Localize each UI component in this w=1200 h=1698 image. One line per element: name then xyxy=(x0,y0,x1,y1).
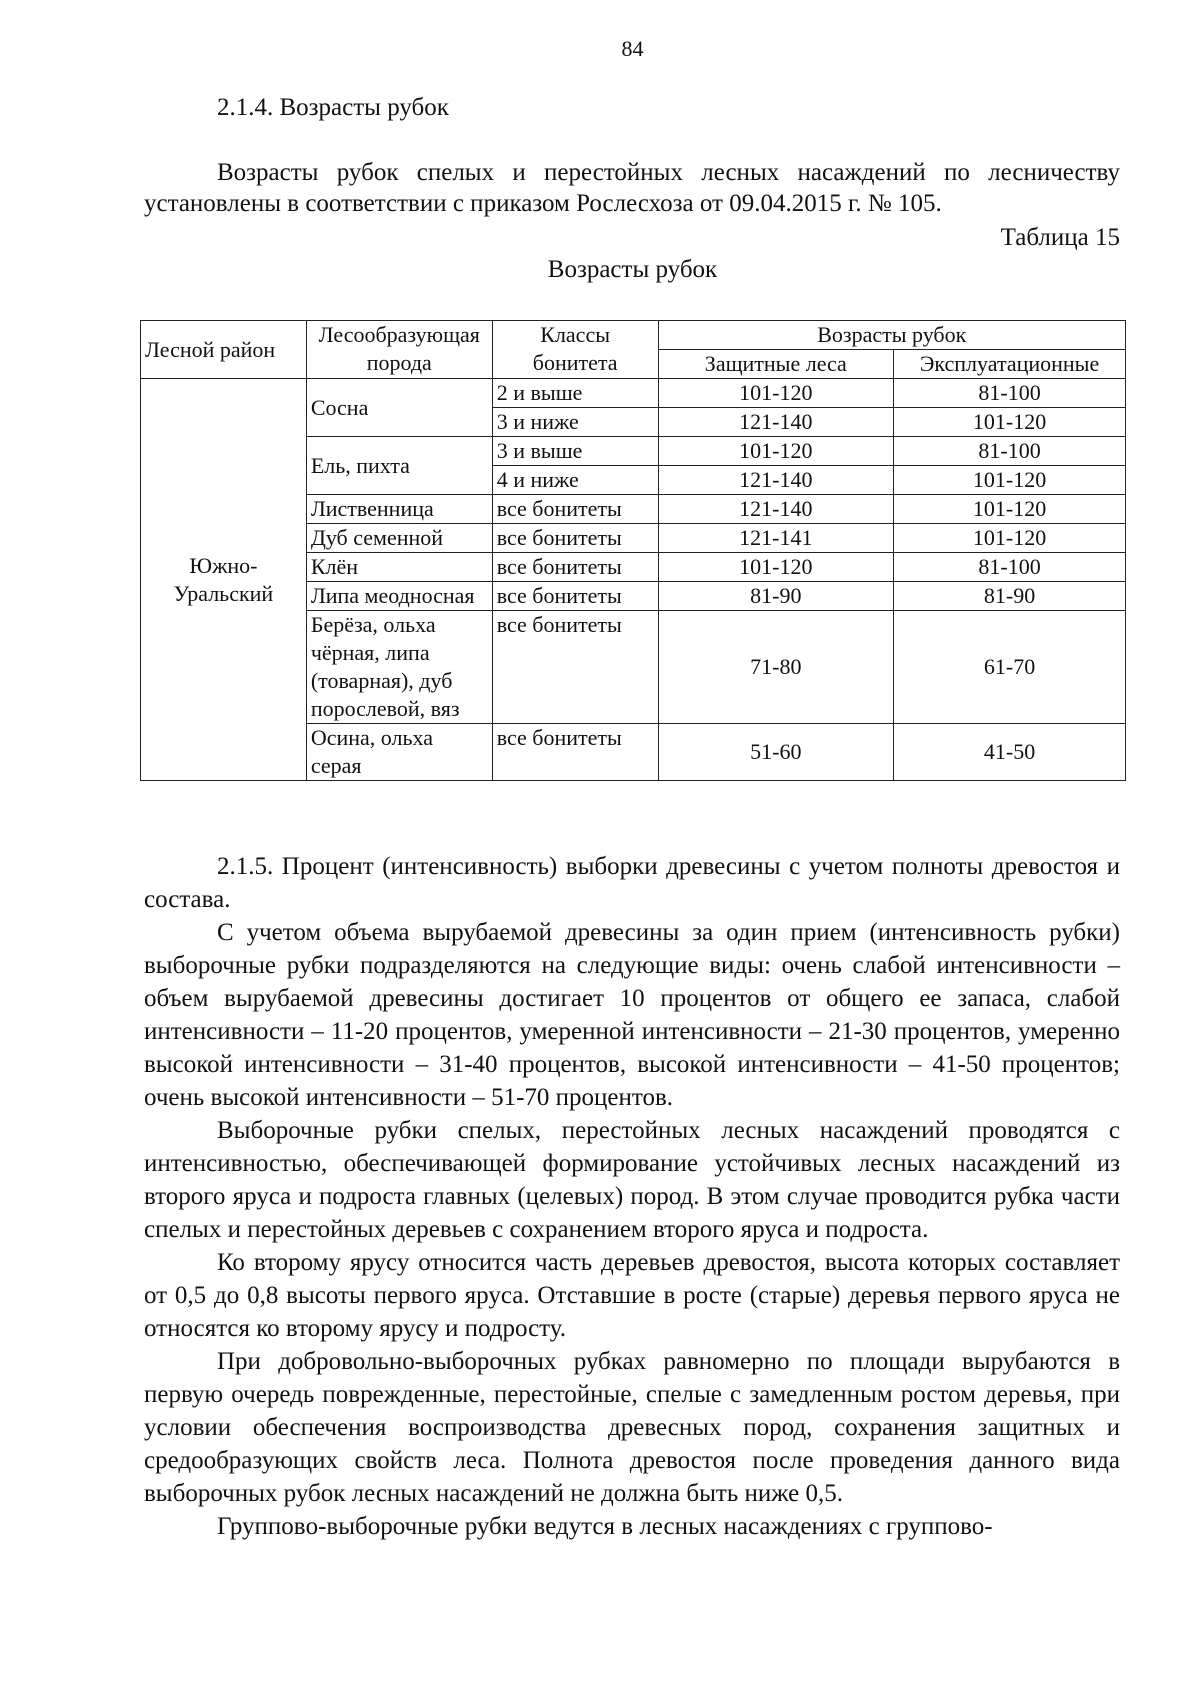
district-cell: Южно-Уральский xyxy=(141,379,307,781)
paragraph: При добровольно-выборочных рубках равномерно по площади вырубаются в первую очередь поврежденные, перестойные, спелые с замедленным ростом деревья, при условии обеспечения воспроизводства древесных пород, сохранения защитных и средообразующих свойств леса. Полнота древостоя после проведения данного вида выборочных рубок лесных насаждений не должна быть ниже 0,5. xyxy=(144,1348,1120,1507)
header-exploitation: Эксплуатационные xyxy=(894,350,1126,379)
paragraph: С учетом объема вырубаемой древесины за один прием (интенсивность рубки) выборочные рубки подразделяются на следующие виды: очень слабой интенсивности – объем вырубаемой древесины достигает 10 процентов от общего ее запаса, слабой интенсивности – 11-20 процентов, умеренной интенсивности – 21-30 процентов, умеренно высокой интенсивности – 31-40 процентов, высокой интенсивности – 41-50 процентов; очень высокой интенсивности – 51-70 процентов. xyxy=(144,919,1120,1111)
protective-cell: 81-90 xyxy=(658,582,894,611)
species-cell: Лиственница xyxy=(306,495,492,524)
exploitation-cell: 81-100 xyxy=(894,437,1126,466)
class-cell: все бонитеты xyxy=(492,724,658,781)
section-heading: 2.1.4. Возрасты рубок xyxy=(217,94,449,121)
table-title: Возрасты рубок xyxy=(547,256,718,283)
exploitation-cell: 81-100 xyxy=(894,553,1126,582)
table-row xyxy=(141,379,1126,408)
species-cell: Сосна xyxy=(306,379,492,437)
paragraph: Ко второму ярусу относится часть деревьев древостоя, высота которых составляет от 0,5 до 0,8 высоты первого яруса. Отставшие в росте (старые) деревья первого яруса не относятся ко второму ярусу и подросту. xyxy=(144,1249,1120,1342)
species-cell: Ель, пихта xyxy=(306,437,492,495)
species-cell: Липа меодносная xyxy=(306,582,492,611)
protective-cell: 101-120 xyxy=(658,437,894,466)
class-cell: 4 и ниже xyxy=(492,466,658,495)
species-cell: Осина, ольха серая xyxy=(306,724,492,781)
class-cell: 3 и выше xyxy=(492,437,658,466)
paragraph: Выборочные рубки спелых, перестойных лесных насаждений проводятся с интенсивностью, обеспечивающей формирование устойчивых лесных насаждений из второго яруса и подроста главных (целевых) пород. В этом случае проводится рубка части спелых и перестойных деревьев с сохранением второго яруса и подроста. xyxy=(144,1117,1120,1243)
table-header-row xyxy=(141,321,1126,350)
protective-cell: 101-120 xyxy=(658,379,894,408)
ages-table xyxy=(140,320,1126,781)
species-cell: Берёза, ольха чёрная, липа (товарная), дуб порослевой, вяз xyxy=(306,611,492,724)
class-cell: 3 и ниже xyxy=(492,408,658,437)
class-cell: все бонитеты xyxy=(492,524,658,553)
class-cell: все бонитеты xyxy=(492,582,658,611)
header-district: Лесной район xyxy=(141,321,307,379)
exploitation-cell: 101-120 xyxy=(894,524,1126,553)
body-text xyxy=(144,850,1120,1543)
protective-cell: 121-141 xyxy=(658,524,894,553)
exploitation-cell: 101-120 xyxy=(894,408,1126,437)
protective-cell: 71-80 xyxy=(658,611,894,724)
paragraph-section-heading: 2.1.5. Процент (интенсивность) выборки древесины с учетом полноты древостоя и состава. xyxy=(144,853,1120,913)
protective-cell: 101-120 xyxy=(658,553,894,582)
exploitation-cell: 101-120 xyxy=(894,466,1126,495)
exploitation-cell: 81-90 xyxy=(894,582,1126,611)
exploitation-cell: 61-70 xyxy=(894,611,1126,724)
exploitation-cell: 41-50 xyxy=(894,724,1126,781)
intro-paragraph: Возрасты рубок спелых и перестойных лесных насаждений по лесничеству установлены в соответствии с приказом Рослесхоза от 09.04.2015 г. № 105. xyxy=(144,159,1120,217)
header-ages: Возрасты рубок xyxy=(658,321,1125,350)
species-cell: Дуб семенной xyxy=(306,524,492,553)
class-cell: все бонитеты xyxy=(492,611,658,724)
class-cell: 2 и выше xyxy=(492,379,658,408)
exploitation-cell: 101-120 xyxy=(894,495,1126,524)
class-cell: все бонитеты xyxy=(492,553,658,582)
protective-cell: 121-140 xyxy=(658,495,894,524)
page-number: 84 xyxy=(621,36,644,61)
protective-cell: 121-140 xyxy=(658,466,894,495)
header-species: Лесообразующая порода xyxy=(306,321,492,379)
exploitation-cell: 81-100 xyxy=(894,379,1126,408)
class-cell: все бонитеты xyxy=(492,495,658,524)
protective-cell: 51-60 xyxy=(658,724,894,781)
header-protective: Защитные леса xyxy=(658,350,894,379)
paragraph: Групповo-выборочные рубки ведутся в лесных насаждениях с группово- xyxy=(217,1513,993,1540)
table-number: Таблица 15 xyxy=(1000,224,1120,251)
protective-cell: 121-140 xyxy=(658,408,894,437)
species-cell: Клён xyxy=(306,553,492,582)
header-classes: Классы бонитета xyxy=(492,321,658,379)
